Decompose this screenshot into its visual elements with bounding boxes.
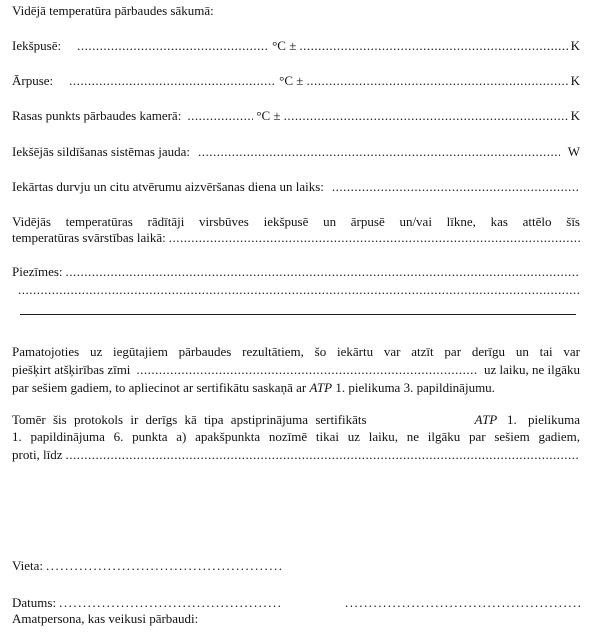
para2-line-1	[12, 412, 580, 428]
avg-label: temperatūras svārstības laikā:	[12, 230, 166, 245]
kelvin-unit: K	[570, 108, 580, 123]
heating-label: Iekšējās sildīšanas sistēmas jauda:	[12, 144, 190, 159]
avg-blank[interactable]	[169, 230, 580, 246]
para1-text: uz laiku, ne ilgāku	[483, 362, 580, 377]
notes-label: Piezīmes:	[12, 264, 63, 279]
kelvin-unit: K	[570, 38, 580, 53]
heating-blank[interactable]	[198, 144, 560, 160]
doors-label: Iekārtas durvju un citu atvērumu aizvēršanas diena un laiks:	[12, 179, 324, 194]
date-field	[12, 595, 282, 611]
until-blank[interactable]	[66, 447, 580, 463]
section-title: Vidējā temperatūra pārbaudes sākumā:	[12, 3, 214, 18]
dew-tolerance-blank[interactable]	[284, 108, 568, 124]
para2-text: Tomēr šis protokols ir derīgs kā tipa apstiprinājuma sertifikāts	[12, 412, 367, 427]
para1-line-3	[12, 380, 580, 396]
mark-blank[interactable]	[136, 362, 478, 378]
inside-temperature-field	[12, 38, 580, 54]
para1-line-2	[12, 362, 580, 378]
para1-text: piešķirt atšķirības zīmi	[12, 362, 131, 377]
para1-line-1: Pamatojoties uz iegūtajiem pārbaudes rezultātiem, šo iekārtu var atzīt par derīgu un tai var	[12, 344, 580, 359]
notes-blank[interactable]	[66, 264, 580, 280]
outside-label: Ārpuse:	[12, 73, 54, 88]
doors-blank[interactable]	[332, 179, 580, 195]
heating-power-field	[12, 144, 580, 160]
kelvin-unit: K	[570, 73, 580, 88]
watt-unit: W	[567, 144, 580, 159]
date-label: Datums:	[12, 595, 57, 610]
signature-blank[interactable]	[345, 595, 580, 611]
atp-ref: ATP	[474, 412, 498, 427]
dew-point-field	[12, 108, 580, 124]
celsius-unit: °C ±	[256, 108, 281, 123]
avg-field	[12, 230, 580, 246]
para1-text: par sešiem gadiem, to apliecinot ar sertifikātu saskaņā ar	[12, 380, 307, 395]
inside-tolerance-blank[interactable]	[299, 38, 567, 54]
inside-label: Iekšpusē:	[12, 38, 62, 53]
outside-temperature-field	[12, 73, 580, 89]
outside-tolerance-blank[interactable]	[306, 73, 567, 89]
atp-ref: ATP	[309, 380, 333, 395]
place-field	[12, 558, 282, 574]
divider-line	[20, 314, 576, 315]
official-label: Amatpersona, kas veikusi pārbaudi:	[12, 611, 199, 626]
para2-line-2: 1. papildinājuma 6. punkta a) apakšpunkta nozīmē tikai uz laiku, ne ilgāku par sešiem gadiem,	[12, 429, 580, 444]
inside-value-blank[interactable]	[77, 38, 269, 54]
celsius-unit: °C ±	[272, 38, 297, 53]
place-label: Vieta:	[12, 558, 43, 573]
outside-value-blank[interactable]	[69, 73, 276, 89]
para2-text: proti, līdz	[12, 447, 63, 462]
dew-value-blank[interactable]	[187, 108, 253, 124]
avg-line-1: Vidējās temperatūras rādītāji virsbūves iekšpusē un ārpusē un/vai līkne, kas attēlo šīs	[12, 214, 580, 229]
para2-line-3	[12, 447, 580, 463]
para1-text: 1. pielikuma 3. papildinājumu.	[335, 380, 495, 395]
place-blank[interactable]	[46, 558, 282, 574]
date-blank[interactable]	[59, 595, 282, 611]
celsius-unit: °C ±	[279, 73, 304, 88]
para2-text: 1. pielikuma	[507, 412, 580, 427]
dew-label: Rasas punkts pārbaudes kamerā:	[12, 108, 182, 123]
notes-field	[12, 264, 580, 280]
notes-blank-line-2[interactable]	[18, 282, 580, 298]
doors-closing-field	[12, 179, 580, 195]
